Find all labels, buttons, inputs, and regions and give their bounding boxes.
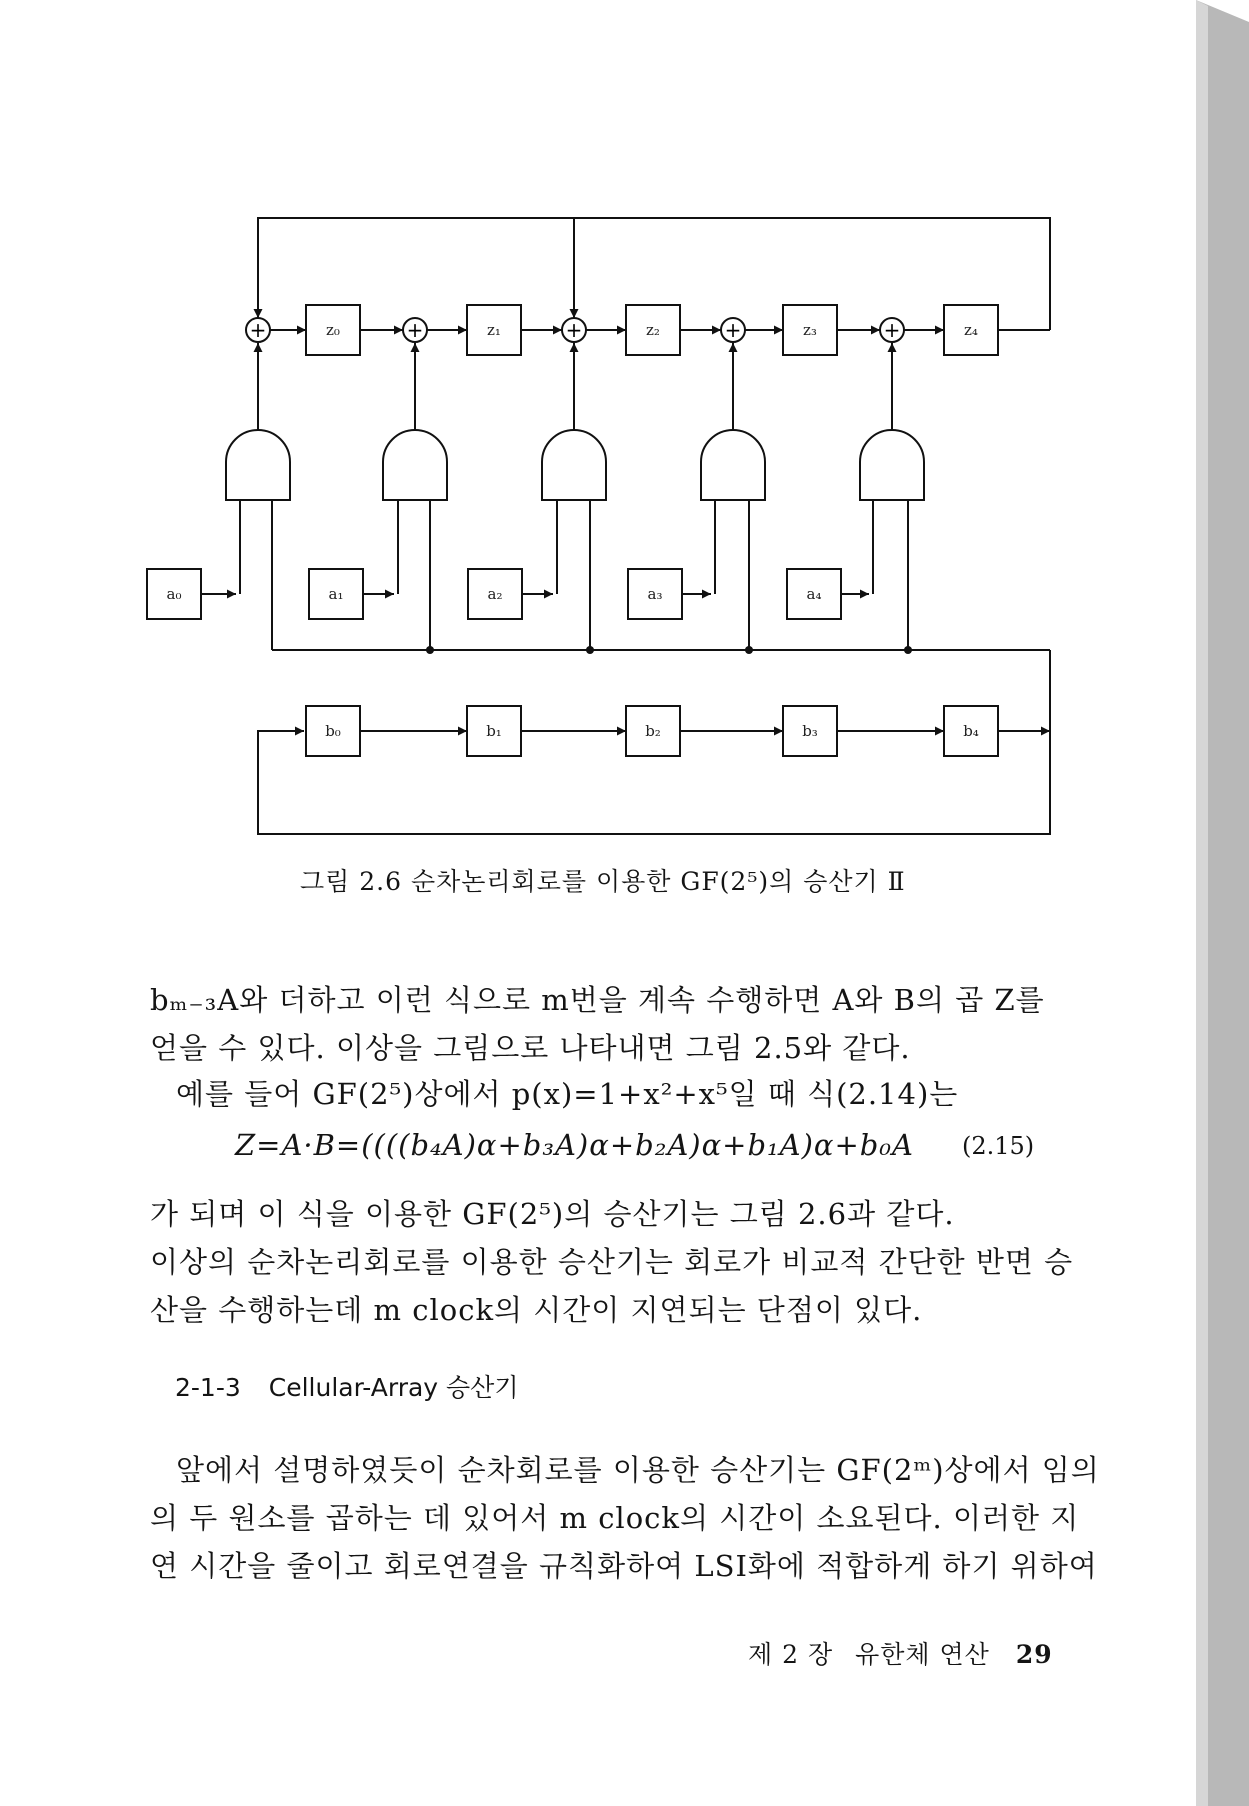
- circuit-nodes: [147, 305, 998, 756]
- z-register-3: [783, 305, 837, 355]
- a-input-2-label: a₂: [487, 585, 503, 603]
- a-input-1-label: a₁: [328, 585, 344, 603]
- b-register-1-label: b₁: [486, 722, 502, 740]
- xor-gate-4: [880, 318, 904, 342]
- section-number: 2-1-3: [175, 1373, 241, 1402]
- footer-chapter: 제 2 장: [748, 1640, 834, 1669]
- xor-gate-1: [403, 318, 427, 342]
- b-register-3-label: b₃: [802, 722, 818, 740]
- b-register-1: [467, 706, 521, 756]
- paragraph-2-line-1: 예를 들어 GF(2⁵)상에서 p(x)=1+x²+x⁵일 때 식(2.14)는: [176, 1077, 959, 1111]
- b-register-2-label: b₂: [645, 722, 661, 740]
- paragraph-3-line-2: 이상의 순차논리회로를 이용한 승산기는 회로가 비교적 간단한 반면 승: [150, 1245, 1074, 1279]
- paragraph-3-line-3: 산을 수행하는데 m clock의 시간이 지연되는 단점이 있다.: [150, 1293, 923, 1327]
- paragraph-1-line-1: bₘ₋₃A와 더하고 이런 식으로 m번을 계속 수행하면 A와 B의 곱 Z를: [150, 983, 1045, 1017]
- xor-gate-2: [562, 318, 586, 342]
- multiplier-circuit-diagram: [0, 0, 1196, 860]
- paragraph-4-line-2: 의 두 원소를 곱하는 데 있어서 m clock의 시간이 소요된다. 이러한 지: [150, 1501, 1080, 1535]
- z-register-4-label: z₄: [964, 321, 978, 339]
- junction-dot-2: [586, 646, 594, 654]
- and-gate-3: [701, 430, 765, 500]
- b-register-2: [626, 706, 680, 756]
- paragraph-4-line-3: 연 시간을 줄이고 회로연결을 규칙화하여 LSI화에 적합하게 하기 위하여: [150, 1549, 1098, 1583]
- xor-gate-1-symbol: +: [406, 318, 424, 342]
- z-register-1: [467, 305, 521, 355]
- xor-gate-4-symbol: +: [883, 318, 901, 342]
- equation-2-15: Z=A·B=((((b₄A)α+b₃A)α+b₂A)α+b₁A)α+b₀A: [235, 1128, 914, 1162]
- page-edge-shadow: [1196, 0, 1249, 1806]
- page-footer: [748, 1635, 1053, 1671]
- b-register-3: [783, 706, 837, 756]
- junction-dot-3: [745, 646, 753, 654]
- z-register-0-label: z₀: [326, 321, 340, 339]
- a-input-0-label: a₀: [166, 585, 182, 603]
- b-register-0: [306, 706, 360, 756]
- and-gate-2: [542, 430, 606, 500]
- and-gate-1: [383, 430, 447, 500]
- z-register-1-label: z₁: [487, 321, 501, 339]
- xor-gate-2-symbol: +: [565, 318, 583, 342]
- section-heading: [175, 1368, 519, 1404]
- z-register-3-label: z₃: [803, 321, 817, 339]
- b-register-4: [944, 706, 998, 756]
- z-register-2: [626, 305, 680, 355]
- equation-number: (2.15): [962, 1132, 1035, 1160]
- z-register-2-label: z₂: [646, 321, 660, 339]
- xor-gate-0: [246, 318, 270, 342]
- paragraph-4-line-1: 앞에서 설명하였듯이 순차회로를 이용한 승산기는 GF(2ᵐ)상에서 임의: [176, 1453, 1100, 1487]
- section-title: Cellular-Array 승산기: [268, 1373, 519, 1402]
- xor-gate-3: [721, 318, 745, 342]
- paragraph-3-line-1: 가 되며 이 식을 이용한 GF(2⁵)의 승산기는 그림 2.6과 같다.: [150, 1197, 955, 1231]
- z-register-4: [944, 305, 998, 355]
- a-input-3-label: a₃: [647, 585, 663, 603]
- b-register-0-label: b₀: [325, 722, 341, 740]
- junction-dot-1: [426, 646, 434, 654]
- and-gate-4: [860, 430, 924, 500]
- figure-caption: 그림 2.6 순차논리회로를 이용한 GF(2⁵)의 승산기 Ⅱ: [300, 867, 906, 896]
- a-input-0: [147, 569, 201, 619]
- and-gate-0: [226, 430, 290, 500]
- a-input-4: [787, 569, 841, 619]
- a-input-3: [628, 569, 682, 619]
- junction-dot-4: [904, 646, 912, 654]
- footer-title: 유한체 연산: [855, 1640, 990, 1669]
- a-input-2: [468, 569, 522, 619]
- xor-gate-0-symbol: +: [249, 318, 267, 342]
- a-input-4-label: a₄: [806, 585, 822, 603]
- a-input-1: [309, 569, 363, 619]
- paragraph-1-line-2: 얻을 수 있다. 이상을 그림으로 나타내면 그림 2.5와 같다.: [150, 1031, 911, 1065]
- xor-gate-3-symbol: +: [724, 318, 742, 342]
- z-register-0: [306, 305, 360, 355]
- b-register-4-label: b₄: [963, 722, 979, 740]
- page-number: 29: [1015, 1640, 1053, 1669]
